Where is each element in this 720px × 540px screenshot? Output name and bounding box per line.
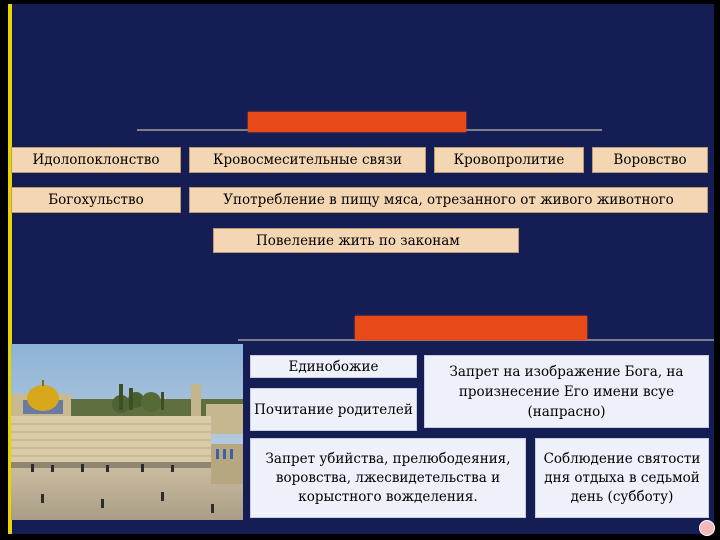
- law-justice: Повеление жить по законам: [213, 228, 519, 253]
- top-banner: [248, 112, 466, 132]
- law-theft: Воровство: [592, 147, 708, 173]
- slide-nav-dot[interactable]: [699, 520, 715, 536]
- western-wall-photo: [11, 344, 243, 520]
- law-idolatry: Идолопоклонство: [11, 147, 181, 173]
- law-bloodshed: Кровопролитие: [434, 147, 584, 173]
- commandment-prohibitions: Запрет убийства, прелюбодеяния, воровства, лжесвидетельства и корыстного вожделения.: [250, 438, 526, 518]
- law-living-animal: Употребление в пищу мяса, отрезанного от живого животного: [189, 187, 708, 213]
- law-blasphemy: Богохульство: [11, 187, 181, 213]
- commandment-monotheism: Единобожие: [250, 355, 417, 378]
- law-incest: Кровосмесительные связи: [189, 147, 426, 173]
- commandment-honor-parents: Почитание родителей: [250, 388, 417, 431]
- commandment-image-ban: Запрет на изображение Бога, на произнесение Его имени всуе (напрасно): [424, 355, 709, 428]
- bottom-banner: [355, 316, 587, 340]
- western-wall-image: [11, 344, 243, 520]
- commandment-sabbath: Соблюдение святости дня отдыха в седьмой день (субботу): [535, 438, 709, 518]
